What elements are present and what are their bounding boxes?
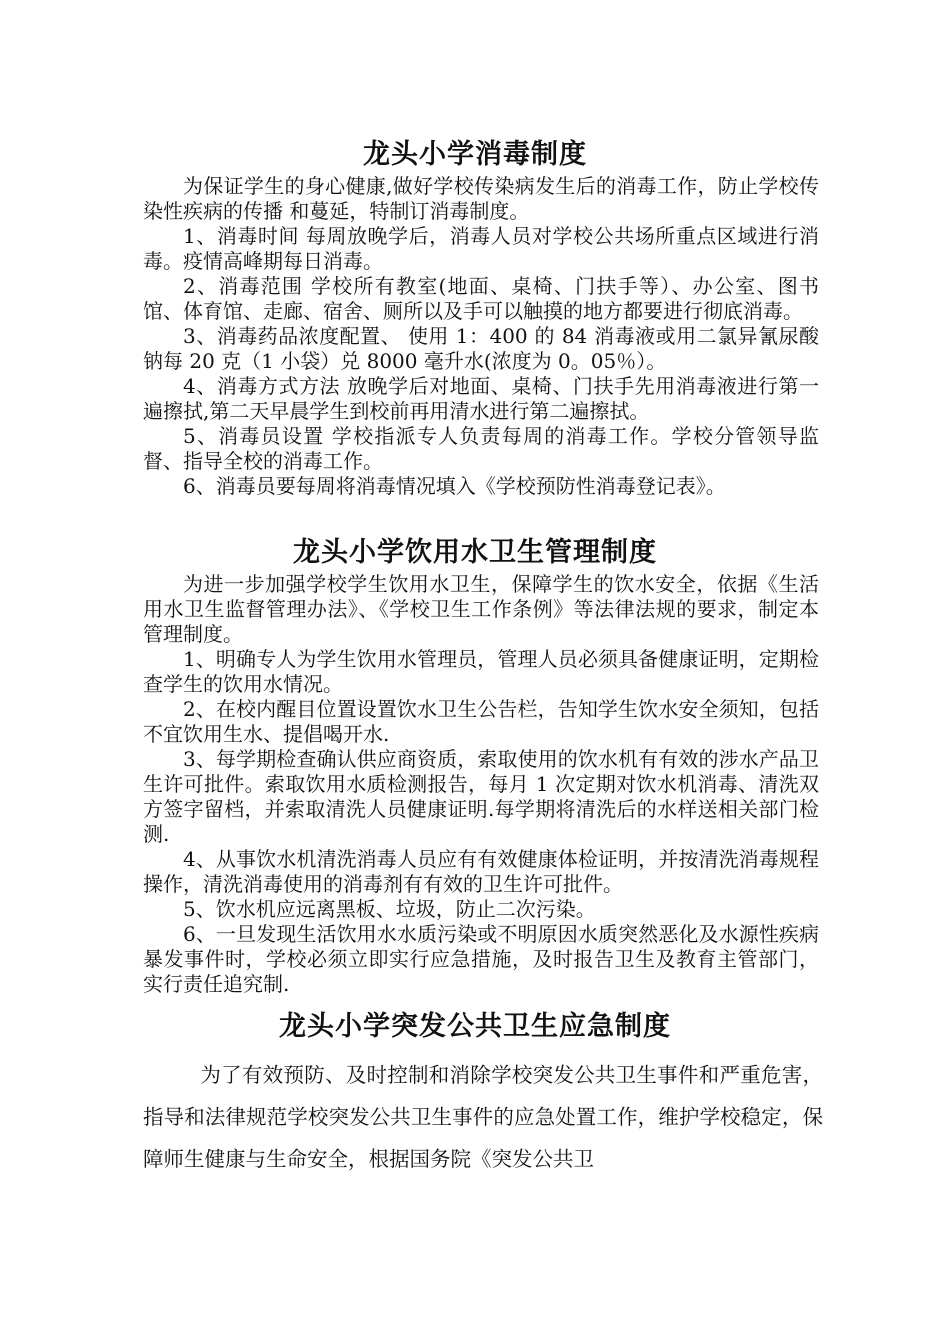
paragraph: 3、消毒药品浓度配置、 使用 1：400 的 84 消毒液或用二氯异氰尿酸钠每 20 克（1 小袋）兑 8000 毫升水(浓度为 0。05％）。 [143,324,819,373]
paragraph: 为进一步加强学校学生饮用水卫生，保障学生的饮水安全，依据《生活用水卫生监督管理办法》、《学校卫生工作条例》等法律法规的要求，制定本管理制度。 [143,572,819,646]
section-body-drinking-water [143,572,819,997]
paragraph: 2、消毒范围 学校所有教室(地面、桌椅、门扶手等）、办公室、图书馆、体育馆、走廊、宿舍、厕所以及手可以触摸的地方都要进行彻底消毒。 [143,274,819,323]
section-title-emergency: 龙头小学突发公共卫生应急制度 [279,1011,671,1042]
section-title-drinking-water: 龙头小学饮用水卫生管理制度 [293,537,657,568]
paragraph: 6、消毒员要每周将消毒情况填入《学校预防性消毒登记表》。 [183,474,726,498]
paragraph: 1、明确专人为学生饮用水管理员，管理人员必须具备健康证明，定期检查学生的饮用水情况。 [143,647,819,696]
paragraph: 4、从事饮水机清洗消毒人员应有有效健康体检证明，并按清洗消毒规程操作，清洗消毒使用的消毒剂有有效的卫生许可批件。 [143,847,819,896]
paragraph: 为保证学生的身心健康,做好学校传染病发生后的消毒工作，防止学校传染性疾病的传播 和蔓延，特制订消毒制度。 [143,174,819,223]
paragraph: 5、消毒员设置 学校指派专人负责每周的消毒工作。学校分管领导监督、指导全校的消毒工作。 [143,424,819,473]
paragraph: 1、消毒时间 每周放晚学后，消毒人员对学校公共场所重点区域进行消毒。疫情高峰期每日消毒。 [143,224,819,273]
paragraph: 2、在校内醒目位置设置饮水卫生公告栏，告知学生饮水安全须知，包括不宜饮用生水、提倡喝开水. [143,697,819,746]
section-body-disinfection [143,174,819,499]
section-body-emergency [143,1054,823,1180]
paragraph: 6、一旦发现生活饮用水水质污染或不明原因水质突然恶化及水源性疾病暴发事件时，学校必须立即实行应急措施，及时报告卫生及教育主管部门，实行责任追究制. [143,922,819,996]
paragraph: 4、消毒方式方法 放晚学后对地面、桌椅、门扶手先用消毒液进行第一遍擦拭,第二天早晨学生到校前再用清水进行第二遍擦拭。 [143,374,819,423]
paragraph: 5、饮水机应远离黑板、垃圾，防止二次污染。 [183,897,596,921]
section-title-disinfection: 龙头小学消毒制度 [363,139,587,170]
paragraph: 为了有效预防、及时控制和消除学校突发公共卫生事件和严重危害，指导和法律规范学校突发公共卫生事件的应急处置工作，维护学校稳定，保障师生健康与生命安全，根据国务院《突发公共卫 [143,1063,823,1171]
paragraph: 3、每学期检查确认供应商资质，索取使用的饮水机有有效的涉水产品卫生许可批件。索取饮用水质检测报告，每月 1 次定期对饮水机消毒、清洗双方签字留档，并索取清洗人员健康证明.每学期将清洗后的水样送相关部门检测. [143,747,819,846]
